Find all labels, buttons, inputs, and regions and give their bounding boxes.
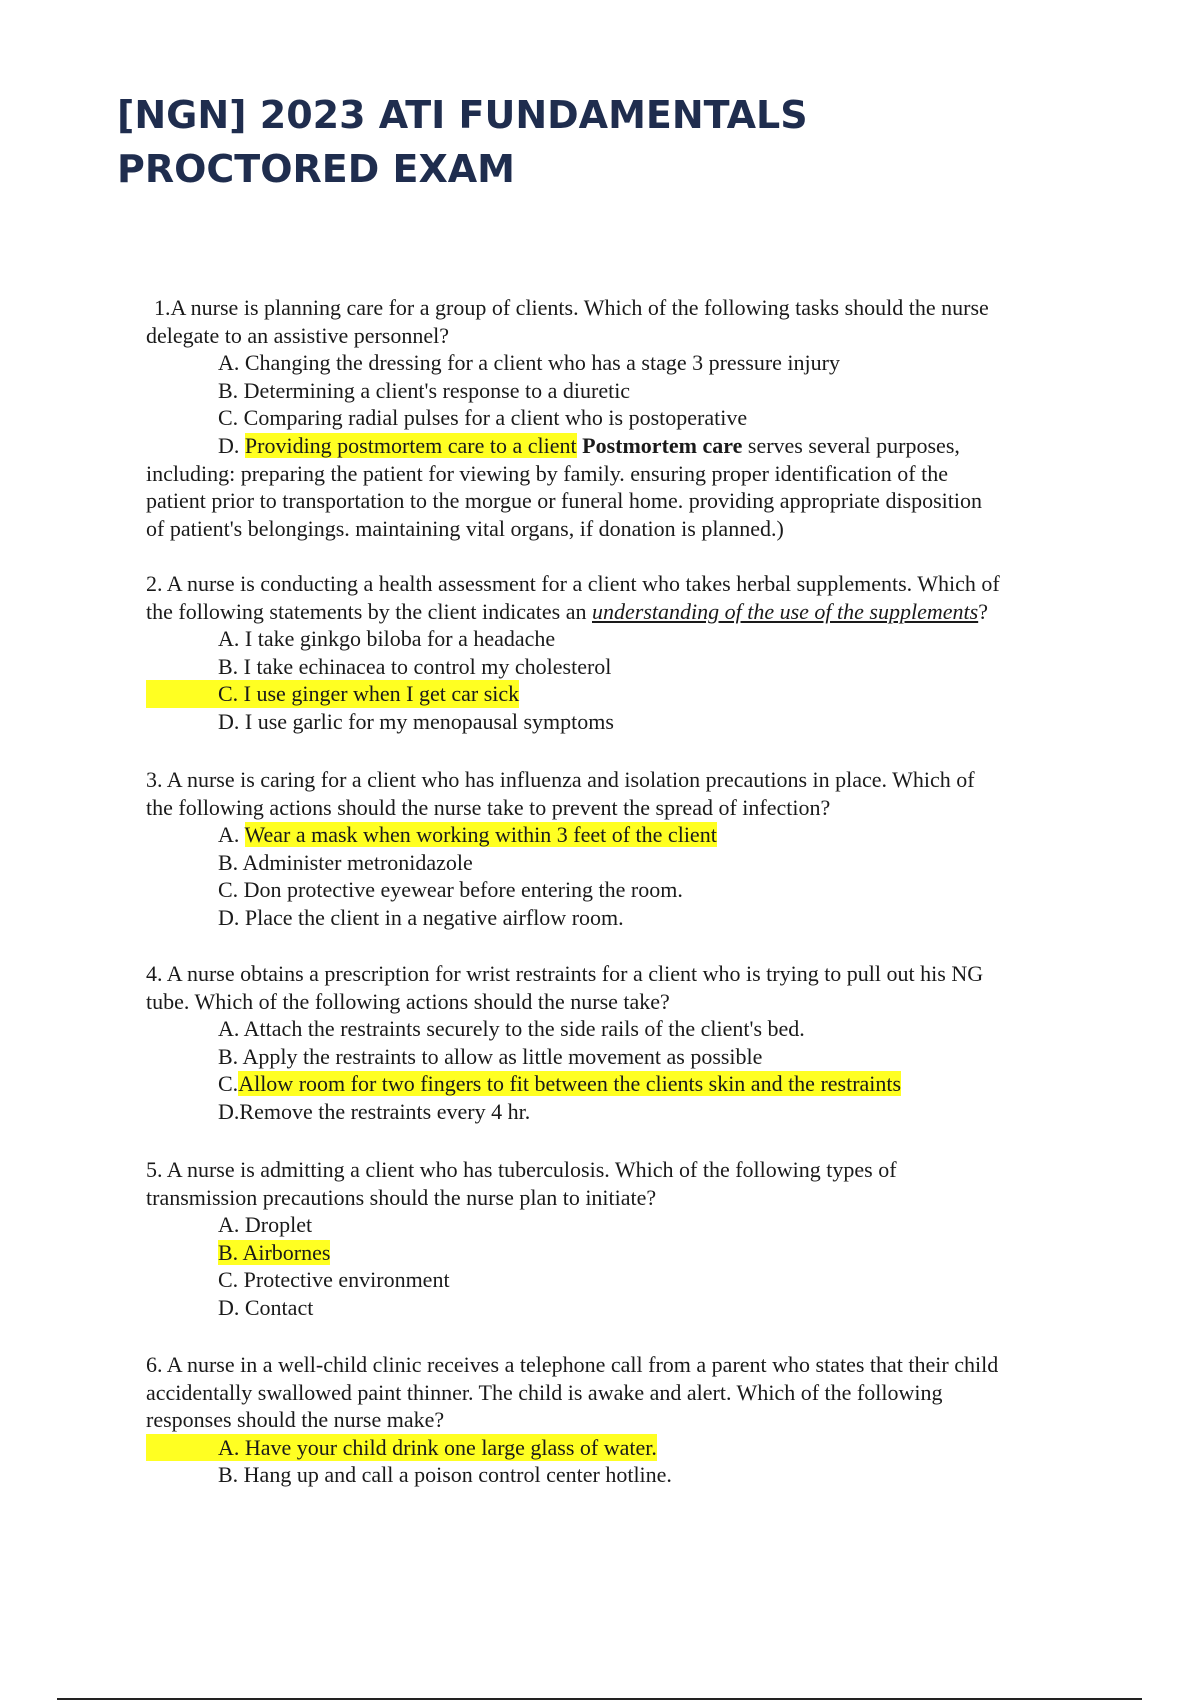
- question-5-line-1: 5. A nurse is admitting a client who has tuberculosis. Which of the following types of: [146, 1157, 897, 1182]
- question-1-rationale-line-2: patient prior to transportation to the morgue or funeral home. providing appropriate disposition: [146, 488, 983, 514]
- question-4-option-b: B. Apply the restraints to allow as little movement as possible: [218, 1043, 763, 1069]
- question-4-answer-highlight: Allow room for two fingers to fit between the clients skin and the restraints: [238, 1071, 902, 1097]
- question-1-line-2: delegate to an assistive personnel?: [146, 322, 450, 348]
- question-2-line-2: the following statements by the client indicates an understanding of the use of the supplements?: [146, 598, 988, 624]
- question-6-line-3: responses should the nurse make?: [146, 1407, 445, 1433]
- question-4-option-a: A. Attach the restraints securely to the side rails of the client's bed.: [218, 1016, 805, 1042]
- question-5-option-a: A. Droplet: [218, 1212, 313, 1238]
- question-5-option-c: C. Protective environment: [218, 1267, 450, 1293]
- question-4-option-c: C.Allow room for two fingers to fit between the clients skin and the restraints: [218, 1071, 902, 1097]
- question-2-option-c: [146, 680, 1096, 708]
- question-4-line-1: 4. A nurse obtains a prescription for wrist restraints for a client who is trying to pull out his NG: [146, 961, 984, 986]
- question-6-answer-highlight: A. Have your child drink one large glass of water.: [146, 1434, 657, 1462]
- question-2-option-d: D. I use garlic for my menopausal symptoms: [218, 708, 614, 734]
- page-title: [117, 88, 808, 196]
- question-3-answer-highlight: Wear a mask when working within 3 feet of the client: [244, 822, 717, 848]
- question-4-line-2: tube. Which of the following actions should the nurse take?: [146, 988, 670, 1014]
- question-2-answer-highlight: C. I use ginger when I get car sick: [146, 680, 519, 708]
- question-5-option-d: D. Contact: [218, 1294, 314, 1320]
- question-1-rationale-line-3: of patient's belongings. maintaining vital organs, if donation is planned.): [146, 515, 784, 541]
- question-1-option-d-letter: D.: [218, 432, 240, 458]
- question-4-option-d: D.Remove the restraints every 4 hr.: [218, 1098, 531, 1124]
- question-6: [146, 1351, 1096, 1489]
- question-6-line-1: 6. A nurse in a well-child clinic receives a telephone call from a parent who states that their child: [146, 1352, 999, 1377]
- question-6-option-b: B. Hang up and call a poison control center hotline.: [218, 1462, 672, 1488]
- question-6-line-2: accidentally swallowed paint thinner. The child is awake and alert. Which of the following: [146, 1379, 943, 1405]
- question-3-line-2: the following actions should the nurse take to prevent the spread of infection?: [146, 794, 831, 820]
- question-1-option-d: [146, 432, 1096, 460]
- question-4: [146, 960, 1096, 1126]
- question-2-option-a: A. I take ginkgo biloba for a headache: [218, 626, 556, 652]
- question-5-line-2: transmission precautions should the nurse plan to initiate?: [146, 1184, 657, 1210]
- question-2-line-1: 2. A nurse is conducting a health assessment for a client who takes herbal supplements. Which of: [146, 571, 1000, 596]
- question-3-option-c: C. Don protective eyewear before entering the room.: [218, 877, 683, 903]
- title-line-2: PROCTORED EXAM: [117, 147, 515, 191]
- question-1-rationale-bold: Postmortem care: [582, 432, 743, 458]
- question-3-option-a: A. Wear a mask when working within 3 feet of the client: [218, 822, 717, 848]
- question-1-option-a: A. Changing the dressing for a client who has a stage 3 pressure injury: [218, 350, 840, 376]
- question-1-line-1: 1.A nurse is planning care for a group of clients. Which of the following tasks should the nurse: [154, 295, 989, 320]
- question-5: [146, 1156, 1096, 1322]
- question-5-answer-highlight: B. Airbornes: [218, 1239, 331, 1265]
- question-1-answer-highlight: Providing postmortem care to a client: [244, 432, 577, 458]
- question-1-option-c: C. Comparing radial pulses for a client who is postoperative: [218, 405, 748, 431]
- question-3-option-d: D. Place the client in a negative airflow room.: [218, 904, 624, 930]
- question-6-option-a: [146, 1434, 1096, 1462]
- question-3: [146, 766, 1096, 932]
- question-5-option-b: [146, 1239, 1096, 1267]
- question-3-line-1: 3. A nurse is caring for a client who has influenza and isolation precautions in place. Which of: [146, 767, 975, 792]
- question-1-rationale-line-1: including: preparing the patient for viewing by family. ensuring proper identification of the: [146, 460, 948, 486]
- question-2-option-b: B. I take echinacea to control my cholesterol: [218, 653, 612, 679]
- question-1-rationale-start: serves several purposes,: [747, 432, 960, 458]
- question-2-emphasis: understanding of the use of the supplements: [592, 598, 979, 624]
- question-1: [146, 294, 1096, 542]
- question-1-option-b: B. Determining a client's response to a diuretic: [218, 377, 631, 403]
- question-2: [146, 570, 1096, 736]
- title-line-1: [NGN] 2023 ATI FUNDAMENTALS: [117, 93, 808, 137]
- question-3-option-b: B. Administer metronidazole: [218, 849, 473, 875]
